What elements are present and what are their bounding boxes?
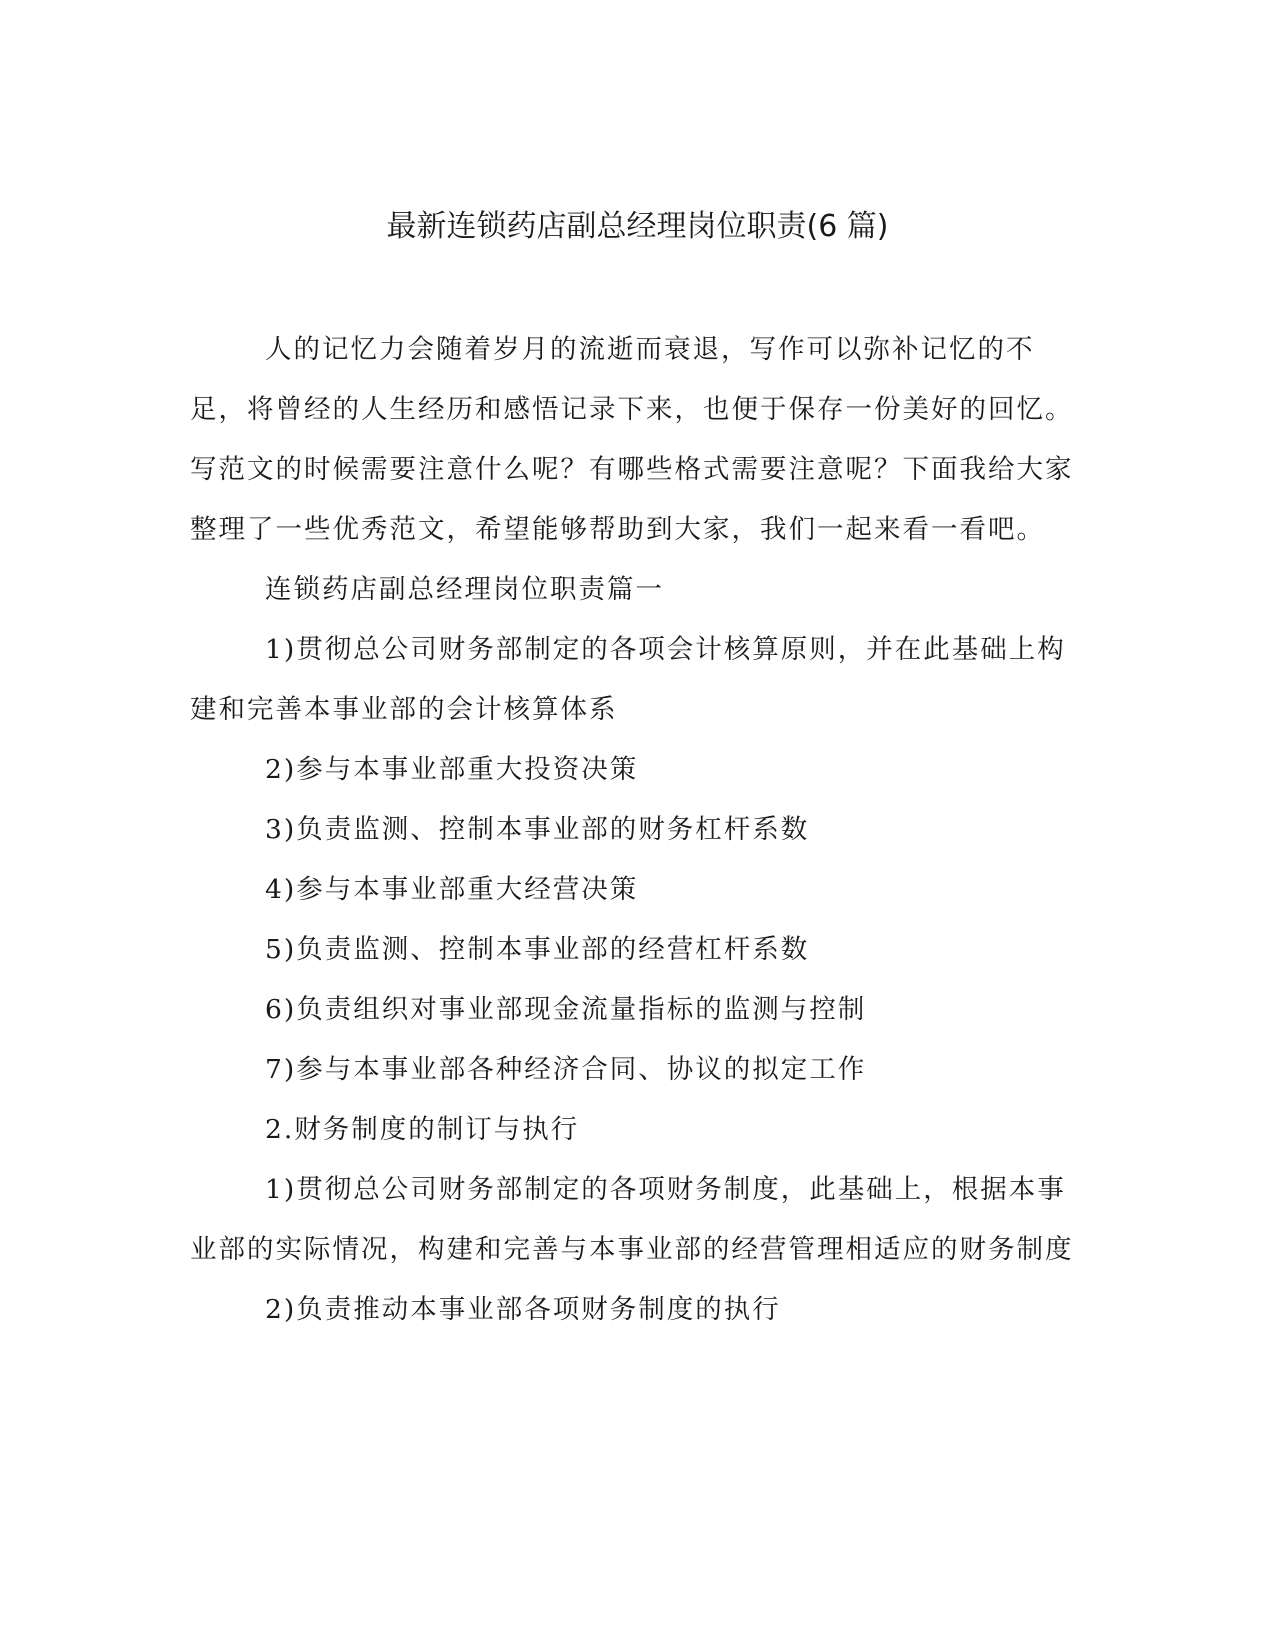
section-heading: 连锁药店副总经理岗位职责篇一 — [265, 574, 664, 605]
document-body — [190, 320, 1085, 1340]
list-item: 3)负责监测、控制本事业部的财务杠杆系数 — [265, 814, 810, 845]
list-item: 6)负责组织对事业部现金流量指标的监测与控制 — [265, 994, 867, 1025]
list-item: 7)参与本事业部各种经济合同、协议的拟定工作 — [265, 1054, 867, 1085]
list-item: 2)参与本事业部重大投资决策 — [265, 754, 639, 785]
list-item: 4)参与本事业部重大经营决策 — [265, 874, 639, 905]
subsection-heading: 2.财务制度的制订与执行 — [265, 1114, 580, 1145]
paragraph-intro: 人的记忆力会随着岁月的流逝而衰退，写作可以弥补记忆的不足，将曾经的人生经历和感悟记录下来，也便于保存一份美好的回忆。写范文的时候需要注意什么呢？有哪些格式需要注意呢？下面我给大家整理了一些优秀范文，希望能够帮助到大家，我们一起来看一看吧。 — [190, 334, 1074, 545]
list-item: 2)负责推动本事业部各项财务制度的执行 — [265, 1294, 781, 1325]
list-item: 1)贯彻总公司财务部制定的各项会计核算原则，并在此基础上构建和完善本事业部的会计核算体系 — [190, 634, 1066, 725]
document-title: 最新连锁药店副总经理岗位职责(6 篇) — [386, 209, 889, 244]
list-item: 1)贯彻总公司财务部制定的各项财务制度，此基础上，根据本事业部的实际情况，构建和完善与本事业部的经营管理相适应的财务制度 — [190, 1174, 1074, 1265]
list-item: 5)负责监测、控制本事业部的经营杠杆系数 — [265, 934, 810, 965]
